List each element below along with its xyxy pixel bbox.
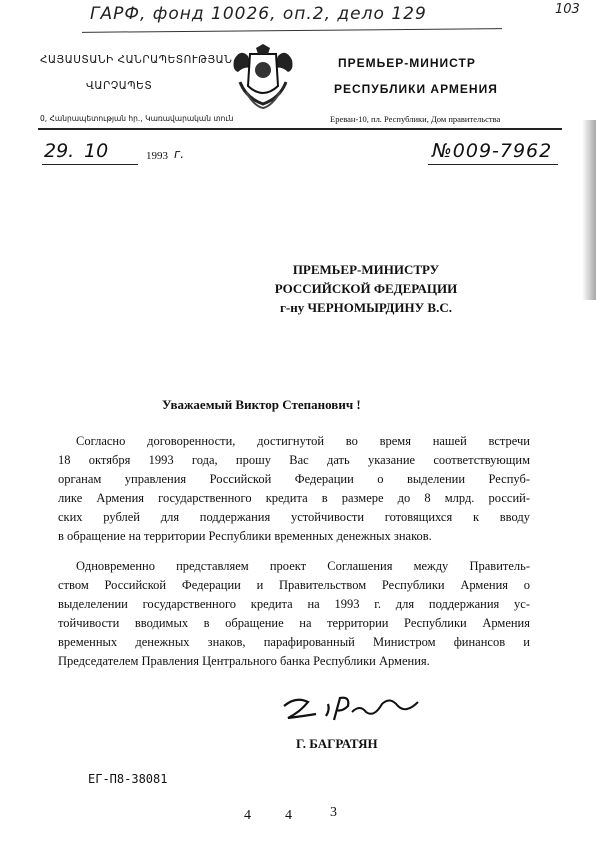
letterhead-rule [38, 128, 562, 130]
date-year: 1993 [146, 150, 168, 162]
scan-edge-shadow [582, 120, 596, 300]
addressee-line2: РОССИЙСКОЙ ФЕДЕРАЦИИ [274, 281, 458, 296]
paragraph-2-line: ством Российской Федерации и Правительством Республики Армения о [58, 578, 530, 592]
date-year-suffix: г. [174, 147, 185, 161]
reg-underline [428, 164, 558, 165]
addressee-line3: г-ну ЧЕРНОМЫРДИНУ В.С. [280, 300, 452, 315]
bottom-number: 4 [285, 808, 292, 823]
coat-of-arms-emblem [226, 42, 300, 112]
russian-title-line2: РЕСПУБЛИКИ АРМЕНИЯ [334, 82, 498, 96]
russian-address: Ереван-10, пл. Республики, Дом правительства [330, 114, 501, 124]
paragraph-1-line: лике Армения государственного кредита в размере до 8 млрд. россий- [58, 491, 530, 505]
addressee-block [236, 260, 496, 317]
paragraph-2-line: временных денежных знаков, парафированный Министром финансов и [58, 635, 530, 649]
date-underline [42, 164, 138, 165]
russian-title-line1: ПРЕМЬЕР-МИНИСТР [338, 56, 476, 70]
paragraph-1-line: органам управления Российской Федерации о выделении Респуб- [58, 472, 530, 486]
bottom-number: 4 [244, 808, 251, 823]
armenian-title-line1: ՀԱՅԱՍՏԱՆԻ ՀԱՆՐԱՊԵՏՈՒԹՅԱՆ [40, 54, 233, 66]
salutation: Уважаемый Виктор Степанович ! [162, 397, 361, 412]
handwritten-signature [278, 690, 428, 730]
paragraph-2 [58, 557, 530, 671]
paragraph-1-line: ских рублей для поддержания устойчивости готовящихся к вводу [58, 510, 530, 524]
paragraph-2-line: тойчивости вводимых в обращение на территории Республики Армения [58, 616, 530, 630]
paragraph-1-line: Согласно договоренности, достигнутой во время нашей встречи [76, 434, 530, 448]
archive-note: ГАРФ, фонд 10026, оп.2, дело 129 [90, 4, 427, 24]
paragraph-2-line: Одновременно представляем проект Соглашения между Правитель- [76, 559, 530, 573]
registration-number: №009-7962 [432, 140, 553, 162]
stamp-code: ЕГ-П8-38081 [88, 772, 168, 786]
date-month: 10 [84, 140, 109, 162]
addressee-line1: ПРЕМЬЕР-МИНИСТРУ [292, 262, 440, 277]
armenian-address: 0, Հանրապետության հր., Կառավարական տուն [40, 114, 234, 123]
archive-page-number: 103 [555, 2, 580, 17]
armenian-title-line2: ՎԱՐՉԱՊԵՏ [86, 80, 153, 92]
date-day: 29. [44, 140, 75, 162]
paragraph-2-line: выделелении государственного кредита на 1993 г. для поддержания ус- [58, 597, 530, 611]
paragraph-1 [58, 432, 530, 546]
bottom-number: 3 [330, 805, 337, 820]
paragraph-1-line: 18 октября 1993 года, прошу Вас дать указание соответствующим [58, 453, 530, 467]
signatory-name: Г. БАГРАТЯН [296, 736, 378, 751]
paragraph-1-line: в обращение на территории Республики временных денежных знаков. [58, 529, 432, 543]
archive-underline [82, 28, 502, 33]
paragraph-2-line: Председателем Правления Центрального банка Республики Армения. [58, 654, 430, 668]
